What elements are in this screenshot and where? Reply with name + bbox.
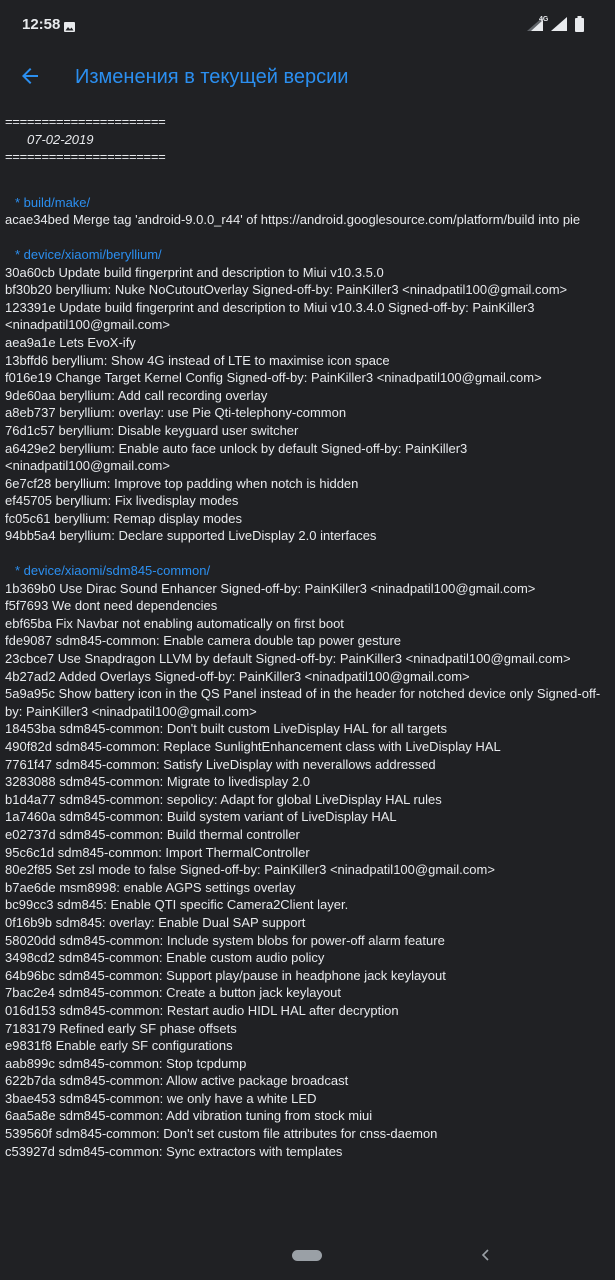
- navigation-bar: [0, 1232, 615, 1280]
- commit-line: 622b7da sdm845-common: Allow active package broadcast: [5, 1073, 349, 1089]
- app-bar: [0, 50, 615, 106]
- commit-line: 539560f sdm845-common: Don't set custom file attributes for cnss-daemon: [5, 1126, 438, 1142]
- signal-icon: [551, 17, 567, 36]
- commit-line: fde9087 sdm845-common: Enable camera double tap power gesture: [5, 633, 402, 649]
- commit-line: 64b96bc sdm845-common: Support play/pause in headphone jack keylayout: [5, 967, 446, 983]
- back-button[interactable]: [14, 60, 46, 96]
- commit-line: a8eb737 beryllium: overlay: use Pie Qti-telephony-common: [5, 405, 347, 421]
- page-title: Изменения в текущей версии: [75, 66, 349, 88]
- commit-line: 123391e Update build fingerprint and description to Miui v10.3.4.0 Signed-off-by: PainKiller3 <ninadpatil100@gmail.com>: [5, 299, 539, 333]
- commit-line: 0f16b9b sdm845: overlay: Enable Dual SAP support: [5, 914, 306, 930]
- commit-line: 18453ba sdm845-common: Don't built custom LiveDisplay HAL for all targets: [5, 721, 448, 737]
- commit-line: 13bffd6 beryllium: Show 4G instead of LTE to maximise icon space: [5, 352, 390, 368]
- commit-line: f016e19 Change Target Kernel Config Signed-off-by: PainKiller3 <ninadpatil100@gmail.com>: [5, 370, 542, 386]
- commit-line: 94bb5a4 beryllium: Declare supported LiveDisplay 2.0 interfaces: [5, 528, 377, 544]
- changelog-date: 07-02-2019: [27, 131, 94, 147]
- commit-line: b1d4a77 sdm845-common: sepolicy: Adapt for global LiveDisplay HAL rules: [5, 791, 442, 807]
- commit-line: 490f82d sdm845-common: Replace SunlightEnhancement class with LiveDisplay HAL: [5, 739, 501, 754]
- battery-icon: [575, 16, 584, 37]
- status-bar: [0, 0, 615, 50]
- section-header: * build/make/: [15, 194, 91, 210]
- commit-line: bc99cc3 sdm845: Enable QTI specific Camera2Client layer.: [5, 897, 349, 913]
- commit-line: 7183179 Refined early SF phase offsets: [5, 1020, 237, 1036]
- commit-line: ef45705 beryllium: Fix livedisplay modes: [5, 493, 239, 509]
- separator-bottom: ======================: [5, 149, 166, 165]
- commit-line: 80e2f85 Set zsl mode to false Signed-off-by: PainKiller3 <ninadpatil100@gmail.com>: [5, 862, 495, 878]
- changelog-sections: [5, 166, 608, 1160]
- commit-line: fc05c61 beryllium: Remap display modes: [5, 510, 242, 526]
- commit-line: 1a7460a sdm845-common: Build system variant of LiveDisplay HAL: [5, 809, 397, 825]
- section-gap: [5, 166, 608, 194]
- commit-line: 76d1c57 beryllium: Disable keyguard user switcher: [5, 422, 299, 438]
- commit-line: 3bae453 sdm845-common: we only have a white LED: [5, 1090, 317, 1106]
- changelog-content: [5, 113, 608, 1160]
- commit-line: 58020dd sdm845-common: Include system blobs for power-off alarm feature: [5, 932, 445, 948]
- commit-line: 9de60aa beryllium: Add call recording overlay: [5, 387, 268, 403]
- commit-line: ebf65ba Fix Navbar not enabling automatically on first boot: [5, 615, 344, 631]
- arrow-back-icon: [20, 66, 40, 91]
- commit-line: 3283088 sdm845-common: Migrate to livedisplay 2.0: [5, 774, 310, 790]
- commit-line: aab899c sdm845-common: Stop tcpdump: [5, 1055, 247, 1071]
- commit-line: 016d153 sdm845-common: Restart audio HIDL HAL after decryption: [5, 1002, 399, 1018]
- status-icons: [527, 16, 597, 34]
- nav-back-icon[interactable]: [477, 1245, 495, 1265]
- commit-line: 4b27ad2 Added Overlays Signed-off-by: PainKiller3 <ninadpatil100@gmail.com>: [5, 668, 470, 684]
- commit-line: 23cbce7 Use Snapdragon LLVM by default Signed-off-by: PainKiller3 <ninadpatil100@gmail.com>: [5, 651, 571, 667]
- commit-line: a6429e2 beryllium: Enable auto face unlock by default Signed-off-by: PainKiller3 <ninadpatil100@gmail.com>: [5, 440, 471, 474]
- commit-line: 7bac2e4 sdm845-common: Create a button jack keylayout: [5, 985, 342, 1001]
- commit-line: e02737d sdm845-common: Build thermal controller: [5, 826, 300, 842]
- commit-line: 6aa5a8e sdm845-common: Add vibration tuning from stock miui: [5, 1108, 373, 1124]
- commit-line: 3498cd2 sdm845-common: Enable custom audio policy: [5, 950, 325, 966]
- commit-line: 5a9a95c Show battery icon in the QS Panel instead of in the header for notched device only Signed-off-by: PainKiller3 <ninadpatil100@gmail.com>: [5, 686, 601, 719]
- commit-line: e9831f8 Enable early SF configurations: [5, 1038, 233, 1054]
- commit-line: 6e7cf28 beryllium: Improve top padding when notch is hidden: [5, 475, 359, 491]
- section-header: * device/xiaomi/sdm845-common/: [15, 563, 211, 579]
- commit-line: 1b369b0 Use Dirac Sound Enhancer Signed-off-by: PainKiller3 <ninadpatil100@gmail.com>: [5, 580, 536, 596]
- network-type-label: 4G: [539, 16, 549, 23]
- separator-top: ======================: [5, 114, 166, 129]
- image-icon: [64, 19, 75, 29]
- commit-line: 95c6c1d sdm845-common: Import ThermalController: [5, 844, 310, 860]
- commit-line: f5f7693 We dont need dependencies: [5, 598, 218, 614]
- commit-line: acae34bed Merge tag 'android-9.0.0_r44' of https://android.googlesource.com/platform/build into pie: [5, 212, 581, 228]
- section-header: * device/xiaomi/beryllium/: [15, 246, 162, 262]
- home-pill-icon[interactable]: [292, 1250, 322, 1261]
- commit-line: b7ae6de msm8998: enable AGPS settings overlay: [5, 879, 296, 895]
- status-time: 12:58: [22, 16, 61, 33]
- commit-line: c53927d sdm845-common: Sync extractors with templates: [5, 1143, 343, 1159]
- commit-line: aea9a1e Lets EvoX-ify: [5, 334, 136, 350]
- section-gap: [5, 545, 608, 562]
- commit-line: 7761f47 sdm845-common: Satisfy LiveDisplay with neverallows addressed: [5, 756, 436, 772]
- section-gap: [5, 229, 608, 246]
- commit-line: bf30b20 beryllium: Nuke NoCutoutOverlay Signed-off-by: PainKiller3 <ninadpatil100@gmail.com>: [5, 282, 568, 298]
- commit-line: 30a60cb Update build fingerprint and description to Miui v10.3.5.0: [5, 264, 384, 280]
